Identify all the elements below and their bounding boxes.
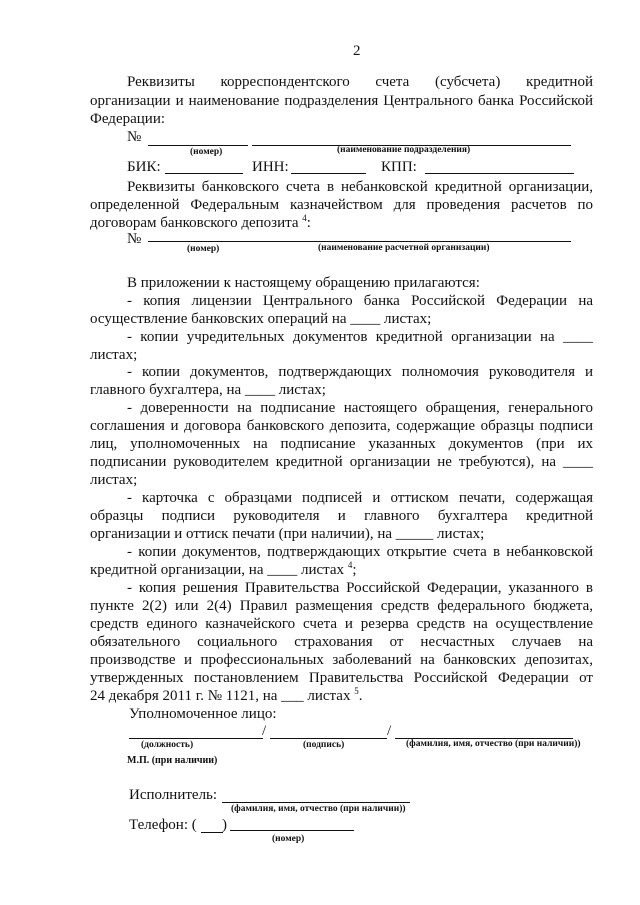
hint-corr-number: (номер): [190, 147, 223, 157]
corr-account-line-2: организации и наименование подразделения Центрального банка Российской: [90, 93, 593, 109]
item7-line-4: обязательного социального страхования от несчастных случаев на: [90, 634, 593, 650]
word: кредитной: [525, 74, 593, 90]
word: (субсчета): [434, 74, 501, 90]
text: .: [358, 688, 363, 704]
phone-code-field[interactable]: [201, 832, 223, 833]
item7-line-7: [90, 687, 362, 705]
footnote-ref: 5: [354, 686, 359, 696]
hint-corr-division: (наименование подразделения): [337, 145, 471, 155]
hint-phone-number: (номер): [272, 834, 305, 844]
slash-2: /: [387, 723, 392, 739]
bik-label: БИК:: [127, 159, 161, 175]
footnote-ref: 4: [302, 213, 307, 223]
word: корреспондентского: [220, 74, 350, 90]
slash-1: /: [262, 723, 267, 739]
executor-label: Исполнитель:: [129, 787, 218, 803]
attachments-intro: В приложении к настоящему обращению прилагаются:: [127, 275, 480, 291]
inn-field[interactable]: [291, 173, 366, 174]
page-number: 2: [353, 43, 361, 59]
item7-line-6: утвержденных постановлением Правительства Российской Федерации от: [90, 670, 593, 686]
item5-line-1: - карточка с образцами подписей и оттиском печати, содержащая: [127, 490, 593, 506]
kpp-label: КПП:: [381, 159, 417, 175]
nonbank-number-label: №: [127, 231, 142, 247]
item1-line-1: - копия лицензии Центрального банка Российской Федерации на: [127, 293, 593, 309]
authorized-person-label: Уполномоченное лицо:: [129, 706, 277, 722]
phone-label: Телефон: (: [129, 817, 197, 833]
text: договорам банковского депозита: [90, 215, 299, 231]
stamp-label: М.П. (при наличии): [127, 755, 218, 766]
corr-number-line[interactable]: [148, 145, 248, 146]
text: ;: [352, 562, 357, 578]
phone-number-field[interactable]: [230, 830, 354, 831]
item4-line-1: - доверенности на подписание настоящего обращения, генерального: [127, 400, 593, 416]
item6-line-1: - копии документов, подтверждающих открытие счета в небанковской: [127, 544, 593, 560]
kpp-field[interactable]: [425, 173, 574, 174]
text: 24 декабря 2011 г. № 1121, на ___ листах: [90, 688, 351, 704]
footnote-ref: 4: [347, 560, 353, 570]
text: :: [306, 215, 311, 231]
position-field[interactable]: [129, 738, 263, 739]
corr-account-line-1: [127, 73, 593, 91]
nonbank-line-3: [90, 214, 311, 232]
item2-line-1: - копии учредительных документов кредитной организации на ____: [127, 329, 593, 345]
text: кредитной организации, на ____ листах: [90, 562, 345, 578]
hint-position: (должность): [141, 740, 194, 750]
item3-line-1: - копии документов, подтверждающих полномочия руководителя и: [127, 364, 593, 380]
bik-field[interactable]: [165, 173, 243, 174]
phone-paren-close: ): [222, 817, 227, 833]
item7-line-2: пункте 2(2) или 2(4) Правил размещения средств федерального бюджета,: [90, 598, 593, 614]
item5-line-2: образцы подписи руководителя и главного бухгалтера кредитной: [90, 508, 593, 524]
word: счета: [375, 74, 410, 90]
hint-signature: (подпись): [303, 740, 345, 750]
item4-line-2: соглашения и договора банковского депозита, содержащие образцы подписи: [90, 418, 593, 434]
item7-line-5: производстве и профессиональных заболеваний на банковских депозитах,: [90, 652, 593, 668]
nonbank-number-line[interactable]: [148, 241, 571, 242]
item6-line-2: [90, 561, 356, 579]
nonbank-line-1: Реквизиты банковского счета в небанковской кредитной организации,: [127, 179, 593, 195]
corr-number-label: №: [127, 129, 142, 145]
item3-line-2: главного бухгалтера, на ____ листах;: [90, 382, 326, 398]
item7-line-3: средств единого казначейского счета и резерва средств на осуществление: [90, 616, 593, 632]
hint-nonbank-number: (номер): [187, 244, 220, 254]
item2-line-2: листах;: [90, 347, 138, 363]
signature-field[interactable]: [270, 738, 387, 739]
executor-fio-field[interactable]: [222, 802, 410, 803]
hint-fio: (фамилия, имя, отчество (при наличии)): [406, 739, 581, 749]
nonbank-line-2: определенной Федеральным казначейством для проведения расчетов по: [90, 197, 593, 213]
item4-line-4: подписании руководителем кредитной организации не требуются), на ____: [90, 454, 593, 470]
item1-line-2: осуществление банковских операций на ____ листах;: [90, 311, 432, 327]
item7-line-1: - копия решения Правительства Российской Федерации, указанного в: [127, 580, 593, 596]
hint-executor-fio: (фамилия, имя, отчество (при наличии)): [231, 804, 406, 814]
inn-label: ИНН:: [252, 159, 289, 175]
item4-line-5: листах;: [90, 472, 138, 488]
item4-line-3: лиц, уполномоченных на подписание указанных документов (при их: [90, 436, 593, 452]
corr-account-line-3: Федерации:: [90, 111, 166, 127]
word: Реквизиты: [127, 74, 195, 90]
hint-nonbank-org: (наименование расчетной организации): [318, 243, 490, 253]
item5-line-3: организации и оттиск печати (при наличии), на _____ листах;: [90, 526, 485, 542]
